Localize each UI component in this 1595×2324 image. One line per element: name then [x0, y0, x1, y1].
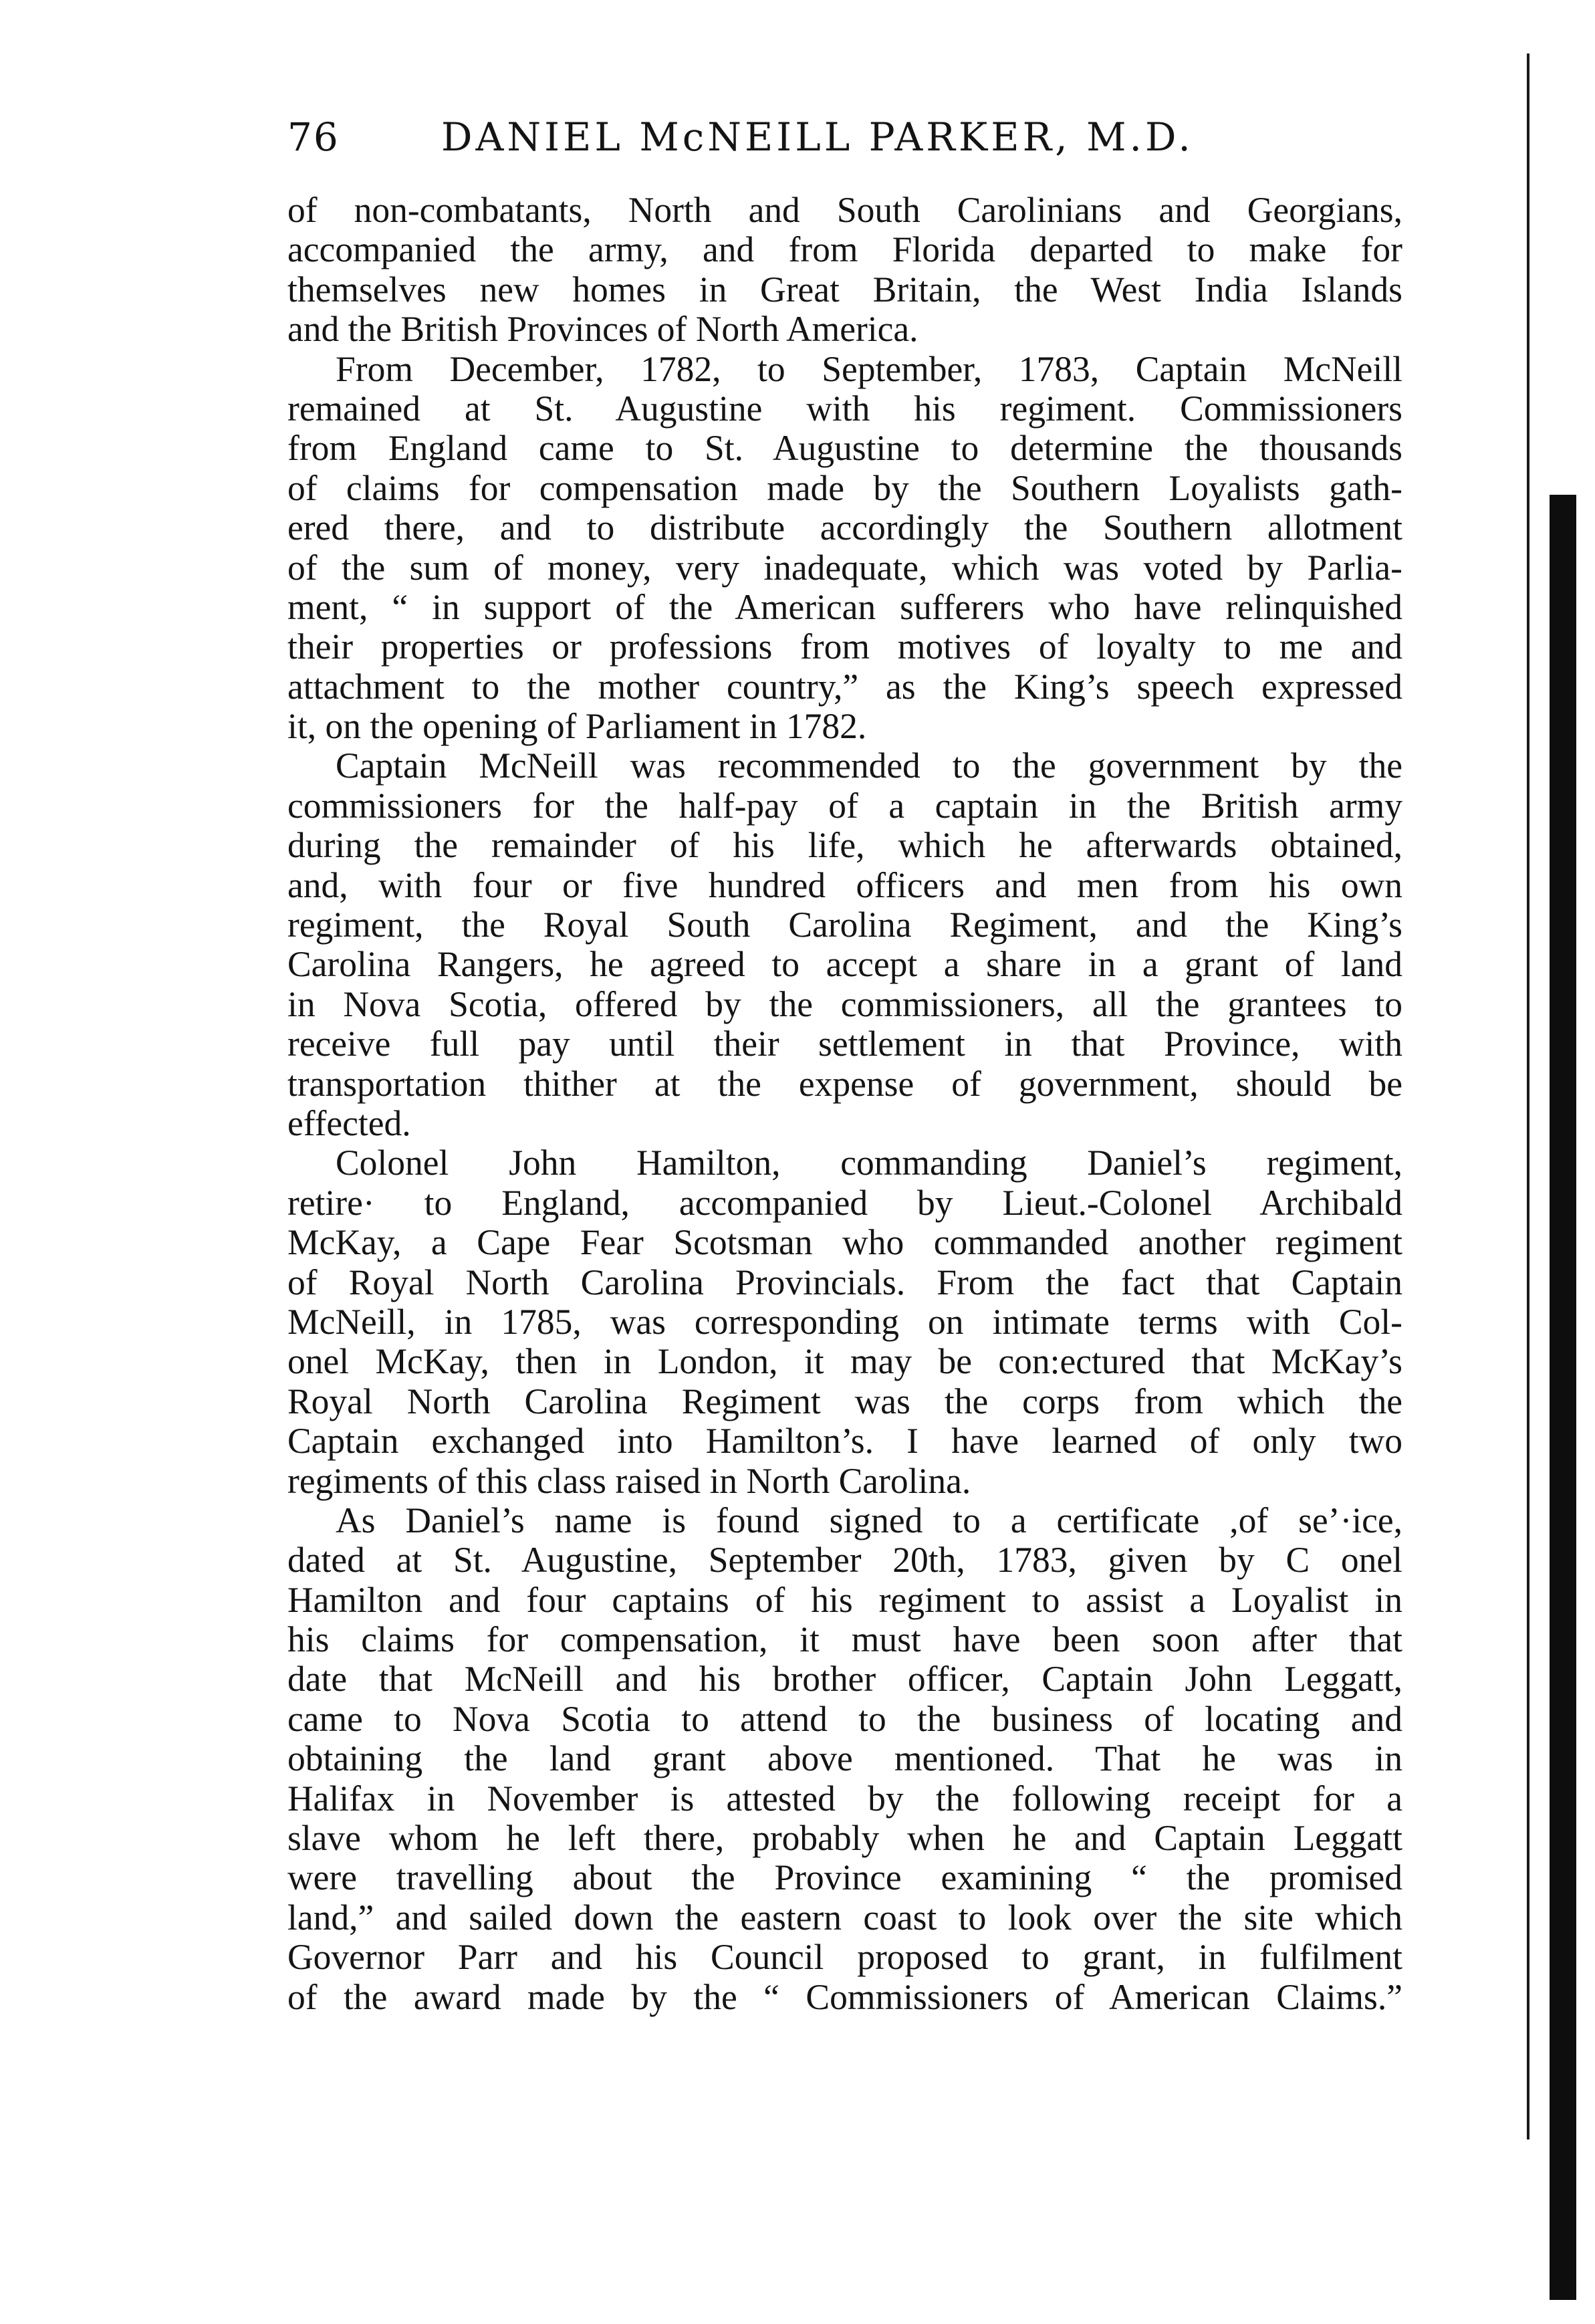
text-line: Governor Parr and his Council proposed to grant, in fulfilment — [287, 1937, 1402, 1978]
text-line: his claims for compensation, it must have been soon after that — [287, 1619, 1402, 1660]
text-line: ment, “ in support of the American sufferers who have relinquished — [287, 586, 1402, 627]
text-line: regiment, the Royal South Carolina Regiment, and the King’s — [287, 905, 1402, 945]
text-line: transportation thither at the expense of government, should be — [287, 1063, 1402, 1104]
text-line: commissioners for the half-pay of a captain in the British army — [287, 785, 1402, 826]
text-line: dated at St. Augustine, September 20th, 1783, given by C onel — [287, 1540, 1402, 1581]
running-head: DANIEL McNEILL PARKER, M.D. — [441, 114, 1194, 160]
text-line: Captain McNeill was recommended to the government by the — [336, 745, 1402, 786]
text-line: Hamilton and four captains of his regiment to assist a Loyalist in — [287, 1579, 1402, 1620]
text-line: were travelling about the Province examining “ the promised — [287, 1857, 1402, 1898]
text-line: onel McKay, then in London, it may be con:ectured that McKay’s — [287, 1341, 1402, 1382]
text-line: remained at St. Augustine with his regiment. Commissioners — [287, 388, 1402, 429]
text-line: date that McNeill and his brother officer, Captain John Leggatt, — [287, 1659, 1402, 1700]
text-line: their properties or professions from motives of loyalty to me and — [287, 626, 1402, 667]
text-line: regiments of this class raised in North Carolina. — [287, 1460, 971, 1501]
text-line: of claims for compensation made by the Southern Loyalists gath- — [287, 467, 1402, 508]
page-number: 76 — [287, 114, 340, 160]
text-line: Colonel John Hamilton, commanding Daniel’s regiment, — [336, 1143, 1402, 1183]
text-line: of the award made by the “ Commissioners of American Claims.” — [287, 1976, 1402, 2017]
text-line: it, on the opening of Parliament in 1782. — [287, 706, 867, 747]
text-line: and, with four or five hundred officers and men from his own — [287, 864, 1402, 905]
text-line: Royal North Carolina Regiment was the corps from which the — [287, 1381, 1402, 1421]
scan-edge-thin-line — [1527, 53, 1529, 2139]
body-text — [287, 191, 1402, 2017]
text-line: themselves new homes in Great Britain, the West India Islands — [287, 269, 1402, 310]
text-line: Carolina Rangers, he agreed to accept a share in a grant of land — [287, 944, 1402, 985]
text-line: slave whom he left there, probably when he and Captain Leggatt — [287, 1818, 1402, 1859]
text-line: from England came to St. Augustine to determine the thousands — [287, 428, 1402, 469]
text-line: and the British Provinces of North America. — [287, 309, 918, 350]
text-line: of Royal North Carolina Provincials. From the fact that Captain — [287, 1262, 1402, 1302]
text-line: ered there, and to distribute accordingly the Southern allotment — [287, 507, 1402, 548]
text-line: McKay, a Cape Fear Scotsman who commanded another regiment — [287, 1222, 1402, 1263]
text-line: Captain exchanged into Hamilton’s. I have learned of only two — [287, 1421, 1402, 1462]
text-line: in Nova Scotia, offered by the commissioners, all the grantees to — [287, 983, 1402, 1024]
text-line: during the remainder of his life, which he afterwards obtained, — [287, 825, 1402, 866]
scan-edge-dark-bar — [1550, 495, 1576, 2300]
text-line: of non-combatants, North and South Carolinians and Georgians, — [287, 190, 1402, 230]
text-line: of the sum of money, very inadequate, which was voted by Parlia- — [287, 547, 1402, 588]
text-line: Halifax in November is attested by the following receipt for a — [287, 1778, 1402, 1819]
text-line: effected. — [287, 1102, 411, 1143]
text-line: From December, 1782, to September, 1783, Captain McNeill — [336, 348, 1402, 389]
text-line: accompanied the army, and from Florida departed to make for — [287, 229, 1402, 270]
page-header — [287, 110, 1397, 164]
text-line: came to Nova Scotia to attend to the business of locating and — [287, 1698, 1402, 1739]
text-line: receive full pay until their settlement in that Province, with — [287, 1024, 1402, 1064]
text-line: As Daniel’s name is found signed to a certificate ,of se’·ice, — [336, 1500, 1402, 1540]
text-line: obtaining the land grant above mentioned. That he was in — [287, 1738, 1402, 1779]
text-line: attachment to the mother country,” as the King’s speech expressed — [287, 666, 1402, 707]
text-line: McNeill, in 1785, was corresponding on intimate terms with Col- — [287, 1301, 1402, 1342]
text-line: land,” and sailed down the eastern coast to look over the site which — [287, 1897, 1402, 1938]
text-line: retire· to England, accompanied by Lieut.-Colonel Archibald — [287, 1182, 1402, 1223]
